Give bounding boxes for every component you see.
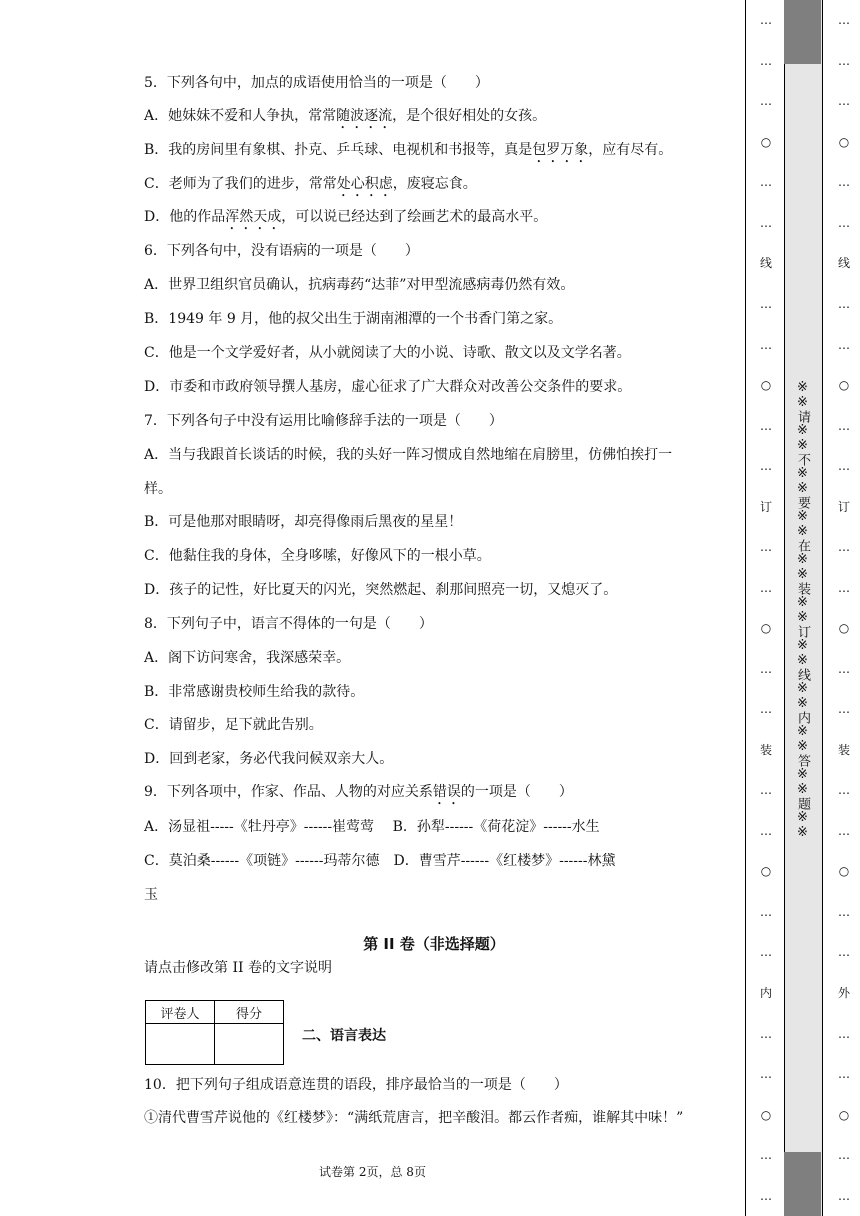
q9-stem: 9．下列各项中，作家、作品、人物的对应关系错误的一项是（ ） (144, 784, 573, 800)
q5-option-a: A．她妹妹不爱和人争执，常常随波逐流，是个很好相处的女孩。 (144, 108, 547, 124)
grader-cell[interactable] (146, 1024, 215, 1065)
q5-option-c: C．老师为了我们的进步，常常处心积虑，废寝忘食。 (144, 176, 477, 192)
binding-circle-icon: ○ (760, 134, 772, 149)
q6-option-c: C．他是一个文学爱好者，从小就阅读了大的小说、诗歌、散文以及文学名著。 (144, 345, 631, 361)
q9-options-cd-cont: 玉 (144, 887, 158, 903)
binding-circle-icon: ○ (760, 864, 772, 879)
q10-stem: 10．把下列句子组成语意连贯的语段，排序最恰当的一项是（ ） (144, 1077, 568, 1093)
q8-option-d: D．回到老家，务必代我问候双亲大人。 (144, 751, 394, 767)
binding-circle-icon: ○ (838, 621, 850, 636)
binding-circle-icon: ○ (838, 134, 850, 149)
q8-option-c: C．请留步，足下就此告别。 (144, 717, 323, 733)
inner-order-label: 订 (759, 499, 772, 514)
grader-header: 评卷人 (146, 1001, 215, 1024)
warning-band-bottom-block (784, 1152, 821, 1216)
q6-stem: 6．下列各句中，没有语病的一项是（ ） (144, 243, 419, 259)
outer-order-label: 订 (837, 499, 850, 514)
q10-item-1: ①清代曹雪芹说他的《红楼梦》：“满纸荒唐言，把辛酸泪。都云作者痴，谁解其中味！” (144, 1110, 684, 1126)
q8-option-b: B．非常感谢贵校师生给我的款待。 (144, 684, 365, 700)
q9-options-cd: C．莫泊桑------《项链》------玛蒂尔德 D．曹雪芹------《红楼梦》------林黛 (144, 853, 616, 869)
binding-circle-icon: ○ (760, 378, 772, 393)
binding-edge-line (745, 0, 746, 1216)
q7-option-d: D．孩子的记性，好比夏天的闪光，突然燃起、刹那间照亮一切，又熄灭了。 (144, 582, 618, 598)
inner-inside-label: 内 (759, 986, 772, 1001)
outer-line-label: 线 (837, 256, 850, 271)
no-answer-warning: ※※请※※不※※要※※在※※装※※订※※线※※内※※答※※题※※ (795, 380, 810, 840)
binding-circle-icon: ○ (760, 621, 772, 636)
q5-option-b: B．我的房间里有象棋、扑克、乒乓球、电视机和书报等，真是包罗万象，应有尽有。 (144, 142, 673, 158)
q7-option-a-cont: 样。 (144, 481, 172, 497)
page-footer: 试卷第 2页，总 8页 (319, 1165, 426, 1179)
part2-heading: 第 II 卷（非选择题） (363, 935, 505, 953)
q7-option-b: B．可是他那对眼睛呀，却亮得像雨后黑夜的星星！ (144, 514, 463, 530)
outer-bind-label: 装 (837, 742, 850, 757)
q7-option-a: A．当与我跟首长谈话的时候，我的头好一阵习惯成自然地缩在肩膀里，仿佛怕挨打一 (144, 447, 673, 463)
q6-option-d: D．市委和市政府领导撰人基房，虚心征求了广大群众对改善公交条件的要求。 (144, 379, 632, 395)
q7-option-c: C．他黏住我的身体，全身哆嗦，好像风下的一根小草。 (144, 548, 491, 564)
outer-binding-column: … … … ○ … … 线 … … ○ … … 订 … … ○ … … 装 … … ○ … … 外 … … ○ … … (837, 13, 850, 1203)
q5-option-d: D．他的作品浑然天成，可以说已经达到了绘画艺术的最高水平。 (144, 209, 548, 225)
outer-outside-label: 外 (837, 986, 850, 1001)
binding-circle-icon: ○ (838, 1107, 850, 1122)
q7-stem: 7．下列各句子中没有运用比喻修辞手法的一项是（ ） (144, 413, 503, 429)
q9-options-ab: A．汤显祖-----《牡丹亭》------崔莺莺 B．孙犁------《荷花淀》------水生 (144, 819, 600, 835)
q8-option-a: A．阁下访问寒舍，我深感荣幸。 (144, 650, 351, 666)
section-title: 二、语言表达 (302, 1028, 386, 1044)
binding-circle-icon: ○ (838, 378, 850, 393)
q5-stem: 5．下列各句中，加点的成语使用恰当的一项是（ ） (144, 75, 489, 91)
binding-circle-icon: ○ (838, 864, 850, 879)
q6-option-a: A．世界卫组织官员确认，抗病毒药“达菲”对甲型流感病毒仍然有效。 (144, 277, 575, 293)
part2-note: 请点击修改第 II 卷的文字说明 (144, 960, 332, 976)
score-cell[interactable] (215, 1024, 284, 1065)
warning-band-top-block (784, 0, 821, 64)
q6-option-b: B．1949 年 9 月，他的叔父出生于湖南湘潭的一个书香门第之家。 (144, 311, 563, 327)
inner-bind-label: 装 (759, 742, 772, 757)
binding-circle-icon: ○ (760, 1107, 772, 1122)
inner-binding-column: … … … ○ … … 线 … … ○ … … 订 … … ○ … … 装 … … ○ … … 内 … … ○ … … (759, 13, 772, 1203)
inner-line-label: 线 (759, 256, 772, 271)
score-table (145, 1000, 284, 1065)
q8-stem: 8．下列句子中，语言不得体的一句是（ ） (144, 616, 433, 632)
score-header: 得分 (215, 1001, 284, 1024)
